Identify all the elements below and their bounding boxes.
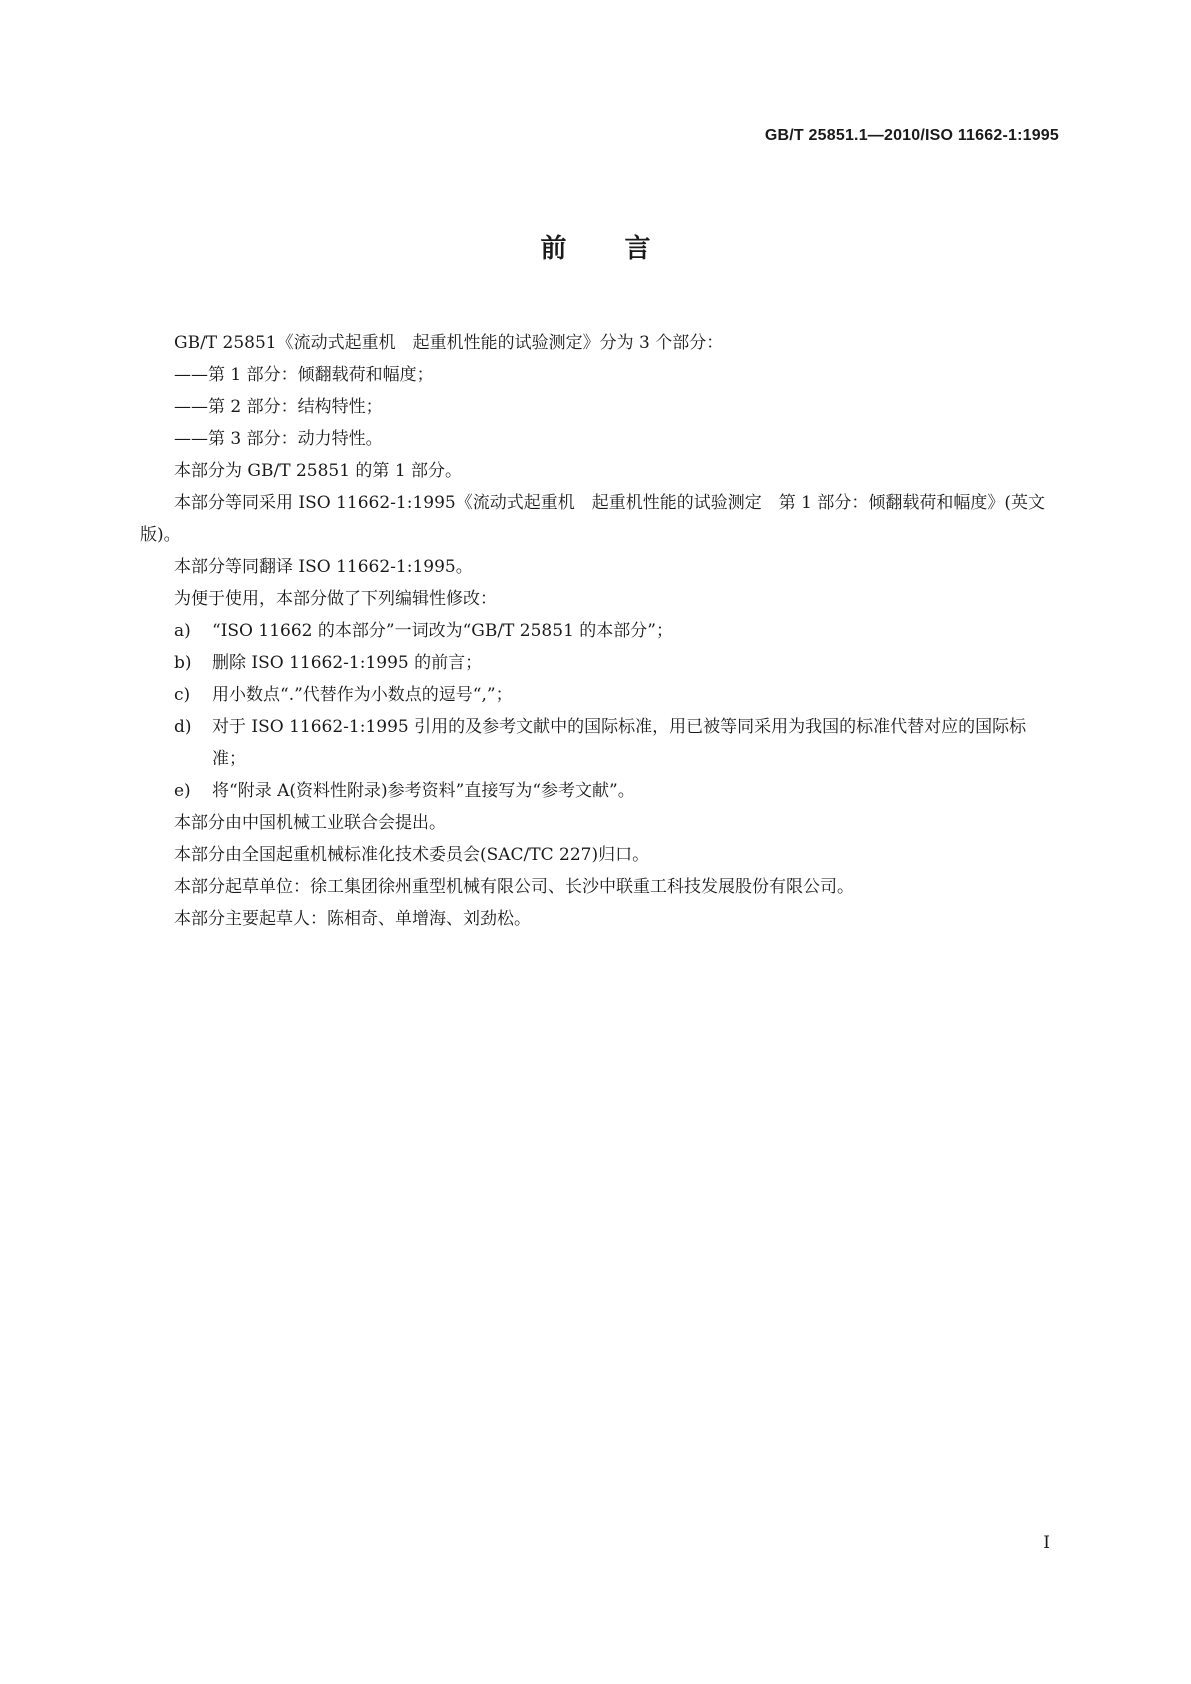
modification-item-d — [140, 711, 1060, 775]
list-marker: d) — [174, 717, 192, 737]
list-text: “ISO 11662 的本部分”一词改为“GB/T 25851 的本部分”； — [212, 621, 673, 641]
part-item-1: ——第 1 部分：倾翻载荷和幅度； — [174, 365, 434, 385]
page-number: I — [1043, 1533, 1050, 1553]
list-text: 用小数点“.”代替作为小数点的逗号“,”； — [212, 685, 513, 705]
modification-item-a — [140, 615, 1060, 647]
list-marker: e) — [174, 781, 191, 801]
list-text: 对于 ISO 11662-1:1995 引用的及参考文献中的国际标准，用已被等同采用为我国的标准代替对应的国际标准； — [212, 717, 1027, 769]
paragraph-translation: 本部分等同翻译 ISO 11662-1:1995。 — [174, 557, 473, 577]
paragraph-edits-intro: 为便于使用，本部分做了下列编辑性修改： — [174, 589, 497, 609]
paragraph-drafters: 本部分主要起草人：陈相奇、单增海、刘劲松。 — [174, 909, 531, 929]
paragraph-proposer: 本部分由中国机械工业联合会提出。 — [174, 813, 446, 833]
part-item-3: ——第 3 部分：动力特性。 — [174, 429, 383, 449]
modification-item-b — [140, 647, 1060, 679]
modification-item-e — [140, 775, 1060, 807]
list-text: 将“附录 A(资料性附录)参考资料”直接写为“参考文献”。 — [212, 781, 635, 801]
list-marker: b) — [174, 653, 192, 673]
page-title: 前言 — [540, 234, 709, 264]
paragraph-part-number: 本部分为 GB/T 25851 的第 1 部分。 — [174, 461, 463, 481]
list-text: 删除 ISO 11662-1:1995 的前言； — [212, 653, 483, 673]
paragraph-drafting-units: 本部分起草单位：徐工集团徐州重型机械有限公司、长沙中联重工科技发展股份有限公司。 — [174, 877, 854, 897]
list-marker: c) — [174, 685, 191, 705]
part-item-2: ——第 2 部分：结构特性； — [174, 397, 383, 417]
foreword-body — [140, 327, 1060, 935]
standard-number-header: GB/T 25851.1—2010/ISO 11662-1:1995 — [764, 127, 1059, 144]
list-marker: a) — [174, 621, 191, 641]
intro-paragraph: GB/T 25851《流动式起重机 起重机性能的试验测定》分为 3 个部分： — [174, 333, 724, 353]
modification-item-c — [140, 679, 1060, 711]
paragraph-adoption: 本部分等同采用 ISO 11662-1:1995《流动式起重机 起重机性能的试验测定 第 1 部分：倾翻载荷和幅度》(英文版)。 — [140, 493, 1045, 545]
paragraph-centralized: 本部分由全国起重机械标准化技术委员会(SAC/TC 227)归口。 — [174, 845, 650, 865]
